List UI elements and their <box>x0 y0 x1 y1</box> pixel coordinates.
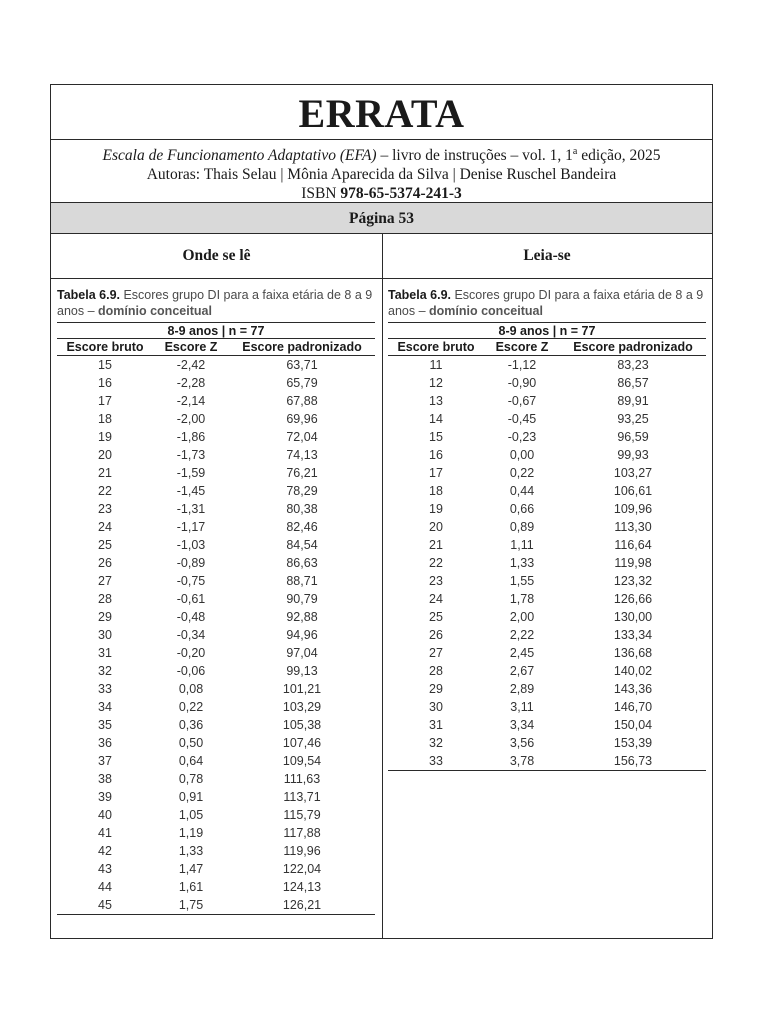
cell-escore-padronizado: 63,71 <box>286 358 318 372</box>
errata-frame <box>50 84 713 939</box>
cell-escore-padronizado: 90,79 <box>286 592 318 606</box>
table-row <box>388 392 706 410</box>
cell-escore-bruto: 39 <box>98 790 112 804</box>
cell-escore-z: 1,33 <box>178 844 204 858</box>
table-row <box>57 680 375 698</box>
table-body <box>388 356 706 771</box>
cell-escore-z: -0,34 <box>176 628 206 642</box>
cell-escore-padronizado: 88,71 <box>286 574 318 588</box>
cell-escore-bruto: 22 <box>429 556 443 570</box>
cell-escore-padronizado: 126,66 <box>613 592 653 606</box>
cell-escore-padronizado: 93,25 <box>617 412 649 426</box>
cell-escore-bruto: 20 <box>98 448 112 462</box>
cell-escore-bruto: 36 <box>98 736 112 750</box>
table-row <box>388 662 706 680</box>
cell-escore-bruto: 15 <box>429 430 443 444</box>
cell-escore-padronizado: 140,02 <box>613 664 653 678</box>
cell-escore-z: 0,22 <box>509 466 535 480</box>
table-row <box>388 590 706 608</box>
group-header: 8-9 anos | n = 77 <box>57 322 375 339</box>
edition-sup: a <box>572 146 578 157</box>
cell-escore-bruto: 30 <box>98 628 112 642</box>
table-row <box>388 680 706 698</box>
table-row <box>57 806 375 824</box>
table-row <box>388 572 706 590</box>
cell-escore-padronizado: 117,88 <box>283 826 321 840</box>
cell-escore-z: 2,89 <box>509 682 535 696</box>
cell-escore-z: -2,00 <box>176 412 206 426</box>
table-row <box>388 734 706 752</box>
table-row <box>388 500 706 518</box>
cell-escore-z: 2,22 <box>509 628 535 642</box>
cell-escore-z: -1,45 <box>176 484 206 498</box>
cell-escore-padronizado: 103,27 <box>613 466 653 480</box>
table-row <box>388 518 706 536</box>
cell-escore-bruto: 15 <box>98 358 112 372</box>
cell-escore-padronizado: 150,04 <box>613 718 653 732</box>
col-escore-bruto: Escore bruto <box>397 340 475 354</box>
cell-escore-padronizado: 84,54 <box>286 538 318 552</box>
table-row <box>57 824 375 842</box>
cell-escore-z: 1,75 <box>178 898 204 912</box>
cell-escore-z: -0,61 <box>176 592 206 606</box>
cell-escore-padronizado: 105,38 <box>282 718 322 732</box>
cell-escore-z: -0,23 <box>507 430 537 444</box>
table-caption-right <box>388 287 710 319</box>
cell-escore-z: 3,78 <box>509 754 535 768</box>
cell-escore-z: -0,45 <box>507 412 537 426</box>
cell-escore-padronizado: 126,21 <box>282 898 322 912</box>
cell-escore-bruto: 24 <box>429 592 443 606</box>
cell-escore-z: 3,34 <box>509 718 535 732</box>
cell-escore-z: 1,78 <box>509 592 535 606</box>
cell-escore-bruto: 31 <box>429 718 443 732</box>
table-row <box>57 554 375 572</box>
edition-rest: edição, 2025 <box>577 147 661 165</box>
cell-escore-bruto: 16 <box>98 376 112 390</box>
cell-escore-bruto: 22 <box>98 484 112 498</box>
col-escore-z: Escore Z <box>164 340 218 354</box>
cell-escore-padronizado: 92,88 <box>286 610 318 624</box>
cell-escore-bruto: 17 <box>98 394 112 408</box>
cell-escore-padronizado: 74,13 <box>286 448 318 462</box>
cell-escore-z: 0,36 <box>178 718 204 732</box>
cell-escore-bruto: 18 <box>429 484 443 498</box>
book-title-rest: – livro de instruções – vol. 1, 1 <box>376 147 573 165</box>
table-row <box>388 626 706 644</box>
cell-escore-bruto: 23 <box>429 574 443 588</box>
cell-escore-padronizado: 122,04 <box>282 862 322 876</box>
column-heading-left: Onde se lê <box>51 233 382 279</box>
col-escore-padronizado: Escore padronizado <box>573 340 693 354</box>
caption-domain: domínio conceitual <box>98 304 212 318</box>
caption-label: Tabela 6.9. <box>388 288 451 302</box>
cell-escore-padronizado: 83,23 <box>617 358 649 372</box>
cell-escore-z: 3,11 <box>510 700 534 714</box>
table-row <box>388 644 706 662</box>
cell-escore-bruto: 29 <box>429 682 443 696</box>
cell-escore-padronizado: 103,29 <box>282 700 322 714</box>
book-title-line <box>51 142 712 165</box>
cell-escore-bruto: 30 <box>429 700 443 714</box>
cell-escore-z: 1,33 <box>509 556 535 570</box>
table-row <box>57 392 375 410</box>
table-row <box>57 500 375 518</box>
col-escore-bruto: Escore bruto <box>66 340 144 354</box>
table-row <box>57 842 375 860</box>
cell-escore-bruto: 43 <box>98 862 112 876</box>
authors-line: Autoras: Thais Selau | Mônia Aparecida da Silva | Denise Ruschel Bandeira <box>146 166 617 184</box>
cell-escore-bruto: 45 <box>98 898 112 912</box>
table-row <box>57 374 375 392</box>
cell-escore-bruto: 32 <box>98 664 112 678</box>
isbn-value: 978-65-5374-241-3 <box>340 185 462 203</box>
cell-escore-padronizado: 80,38 <box>286 502 318 516</box>
table-row <box>388 608 706 626</box>
cell-escore-padronizado: 76,21 <box>286 466 318 480</box>
cell-escore-z: -1,17 <box>176 520 206 534</box>
cell-escore-z: -0,75 <box>176 574 206 588</box>
cell-escore-padronizado: 82,46 <box>286 520 318 534</box>
table-row <box>57 770 375 788</box>
cell-escore-bruto: 26 <box>98 556 112 570</box>
cell-escore-z: 1,11 <box>510 538 534 552</box>
cell-escore-bruto: 42 <box>98 844 112 858</box>
table-caption-left <box>57 287 379 319</box>
table-header <box>388 339 706 356</box>
cell-escore-bruto: 21 <box>429 538 443 552</box>
table-row <box>388 482 706 500</box>
book-info <box>51 140 712 202</box>
table-row <box>388 410 706 428</box>
cell-escore-padronizado: 115,79 <box>283 808 321 822</box>
cell-escore-padronizado: 116,64 <box>614 538 652 552</box>
cell-escore-z: -0,48 <box>176 610 206 624</box>
book-title: Escala de Funcionamento Adaptativo (EFA) <box>102 147 377 165</box>
table-header <box>57 339 375 356</box>
cell-escore-padronizado: 97,04 <box>286 646 318 660</box>
cell-escore-z: 0,08 <box>178 682 204 696</box>
cell-escore-bruto: 40 <box>98 808 112 822</box>
table-row <box>57 626 375 644</box>
table-row <box>57 896 375 914</box>
cell-escore-z: -0,89 <box>176 556 206 570</box>
cell-escore-bruto: 17 <box>429 466 443 480</box>
cell-escore-z: 3,56 <box>509 736 535 750</box>
cell-escore-bruto: 25 <box>429 610 443 624</box>
table-row <box>57 878 375 896</box>
table-row <box>388 536 706 554</box>
caption-label: Tabela 6.9. <box>57 288 120 302</box>
table-row <box>57 590 375 608</box>
cell-escore-padronizado: 72,04 <box>286 430 318 444</box>
cell-escore-z: 0,89 <box>509 520 535 534</box>
cell-escore-z: 1,47 <box>178 862 204 876</box>
cell-escore-z: -2,42 <box>176 358 206 372</box>
cell-escore-bruto: 27 <box>98 574 112 588</box>
table-row <box>388 446 706 464</box>
cell-escore-z: -1,73 <box>176 448 206 462</box>
cell-escore-padronizado: 99,13 <box>286 664 318 678</box>
table-body <box>57 356 375 915</box>
cell-escore-bruto: 28 <box>429 664 443 678</box>
cell-escore-bruto: 41 <box>98 826 112 840</box>
column-onde-se-le <box>51 233 383 938</box>
cell-escore-padronizado: 107,46 <box>282 736 322 750</box>
cell-escore-padronizado: 106,61 <box>613 484 653 498</box>
table-row <box>57 788 375 806</box>
cell-escore-padronizado: 143,36 <box>613 682 653 696</box>
cell-escore-z: 1,19 <box>178 826 204 840</box>
cell-escore-bruto: 23 <box>98 502 112 516</box>
table-row <box>388 464 706 482</box>
cell-escore-padronizado: 109,54 <box>282 754 322 768</box>
page-label: Página 53 <box>51 202 712 234</box>
group-header: 8-9 anos | n = 77 <box>388 322 706 339</box>
isbn-line <box>51 184 712 203</box>
cell-escore-bruto: 34 <box>98 700 112 714</box>
cell-escore-z: 1,61 <box>178 880 204 894</box>
cell-escore-padronizado: 67,88 <box>286 394 318 408</box>
cell-escore-z: -0,20 <box>176 646 206 660</box>
cell-escore-padronizado: 111,63 <box>283 772 321 786</box>
table-row <box>57 734 375 752</box>
cell-escore-z: -1,03 <box>176 538 206 552</box>
cell-escore-padronizado: 94,96 <box>286 628 318 642</box>
isbn-label: ISBN <box>301 185 341 203</box>
cell-escore-z: 0,78 <box>178 772 204 786</box>
caption-text: Escores grupo DI para a faixa etária de 8 a 9 anos – <box>388 288 704 318</box>
cell-escore-bruto: 33 <box>98 682 112 696</box>
cell-escore-padronizado: 96,59 <box>617 430 649 444</box>
table-row <box>57 410 375 428</box>
table-row <box>388 356 706 374</box>
table-row <box>57 518 375 536</box>
errata-title: ERRATA <box>51 85 712 140</box>
table-row <box>57 716 375 734</box>
caption-domain: domínio conceitual <box>429 304 543 318</box>
table-row <box>57 644 375 662</box>
cell-escore-bruto: 27 <box>429 646 443 660</box>
table-row <box>57 536 375 554</box>
col-escore-z: Escore Z <box>495 340 549 354</box>
comparison-columns <box>51 233 712 938</box>
table-left <box>57 287 375 915</box>
cell-escore-bruto: 18 <box>98 412 112 426</box>
table-row <box>57 752 375 770</box>
table-row <box>57 464 375 482</box>
table-row <box>57 860 375 878</box>
table-row <box>57 608 375 626</box>
cell-escore-bruto: 24 <box>98 520 112 534</box>
cell-escore-padronizado: 119,98 <box>614 556 652 570</box>
cell-escore-z: 0,66 <box>509 502 535 516</box>
cell-escore-bruto: 37 <box>98 754 112 768</box>
cell-escore-padronizado: 124,13 <box>282 880 322 894</box>
cell-escore-padronizado: 89,91 <box>617 394 649 408</box>
cell-escore-z: 0,91 <box>178 790 204 804</box>
table-row <box>57 446 375 464</box>
cell-escore-z: 0,50 <box>178 736 204 750</box>
cell-escore-z: 2,00 <box>509 610 535 624</box>
cell-escore-padronizado: 153,39 <box>613 736 653 750</box>
table-row <box>57 698 375 716</box>
cell-escore-z: -0,90 <box>507 376 537 390</box>
table-row <box>388 716 706 734</box>
cell-escore-z: 0,22 <box>178 700 204 714</box>
cell-escore-bruto: 16 <box>429 448 443 462</box>
table-row <box>57 356 375 374</box>
cell-escore-z: -1,86 <box>176 430 206 444</box>
cell-escore-bruto: 33 <box>429 754 443 768</box>
cell-escore-bruto: 11 <box>429 358 443 372</box>
cell-escore-z: -1,12 <box>507 358 537 372</box>
cell-escore-padronizado: 156,73 <box>613 754 653 768</box>
cell-escore-z: -0,06 <box>176 664 206 678</box>
cell-escore-padronizado: 109,96 <box>613 502 653 516</box>
cell-escore-bruto: 31 <box>98 646 112 660</box>
cell-escore-padronizado: 86,57 <box>617 376 649 390</box>
column-leia-se <box>382 233 712 938</box>
cell-escore-bruto: 32 <box>429 736 443 750</box>
cell-escore-z: -2,28 <box>176 376 206 390</box>
caption-text: Escores grupo DI para a faixa etária de 8 a 9 anos – <box>57 288 373 318</box>
table-row <box>388 554 706 572</box>
cell-escore-padronizado: 146,70 <box>613 700 653 714</box>
cell-escore-z: 2,67 <box>509 664 535 678</box>
cell-escore-padronizado: 119,96 <box>283 844 321 858</box>
cell-escore-z: 0,44 <box>509 484 535 498</box>
cell-escore-z: -0,67 <box>507 394 537 408</box>
cell-escore-z: 1,55 <box>509 574 535 588</box>
cell-escore-bruto: 26 <box>429 628 443 642</box>
cell-escore-bruto: 38 <box>98 772 112 786</box>
cell-escore-bruto: 44 <box>98 880 112 894</box>
cell-escore-z: -1,31 <box>176 502 206 516</box>
cell-escore-bruto: 35 <box>98 718 112 732</box>
cell-escore-padronizado: 113,30 <box>614 520 652 534</box>
cell-escore-padronizado: 101,21 <box>282 682 322 696</box>
cell-escore-padronizado: 113,71 <box>283 790 321 804</box>
cell-escore-padronizado: 86,63 <box>286 556 318 570</box>
cell-escore-bruto: 28 <box>98 592 112 606</box>
cell-escore-bruto: 12 <box>429 376 443 390</box>
cell-escore-padronizado: 123,32 <box>613 574 653 588</box>
table-row <box>57 572 375 590</box>
cell-escore-padronizado: 136,68 <box>613 646 653 660</box>
col-escore-padronizado: Escore padronizado <box>242 340 362 354</box>
table-right <box>388 287 706 771</box>
table-row <box>57 662 375 680</box>
table-row <box>388 374 706 392</box>
cell-escore-bruto: 25 <box>98 538 112 552</box>
table-row <box>388 698 706 716</box>
cell-escore-padronizado: 65,79 <box>286 376 318 390</box>
cell-escore-padronizado: 78,29 <box>286 484 318 498</box>
cell-escore-bruto: 19 <box>98 430 112 444</box>
cell-escore-bruto: 20 <box>429 520 443 534</box>
cell-escore-z: -1,59 <box>176 466 206 480</box>
cell-escore-bruto: 13 <box>429 394 443 408</box>
table-row <box>388 752 706 770</box>
column-heading-right: Leia-se <box>382 233 712 279</box>
cell-escore-bruto: 29 <box>98 610 112 624</box>
cell-escore-z: 1,05 <box>178 808 204 822</box>
cell-escore-padronizado: 69,96 <box>286 412 318 426</box>
table-row <box>57 482 375 500</box>
cell-escore-z: 2,45 <box>509 646 535 660</box>
cell-escore-padronizado: 133,34 <box>613 628 653 642</box>
cell-escore-padronizado: 130,00 <box>613 610 653 624</box>
table-row <box>388 428 706 446</box>
cell-escore-bruto: 21 <box>98 466 112 480</box>
cell-escore-z: 0,00 <box>509 448 535 462</box>
cell-escore-padronizado: 99,93 <box>617 448 649 462</box>
cell-escore-bruto: 14 <box>429 412 443 426</box>
cell-escore-bruto: 19 <box>429 502 443 516</box>
cell-escore-z: -2,14 <box>176 394 206 408</box>
table-row <box>57 428 375 446</box>
cell-escore-z: 0,64 <box>178 754 204 768</box>
